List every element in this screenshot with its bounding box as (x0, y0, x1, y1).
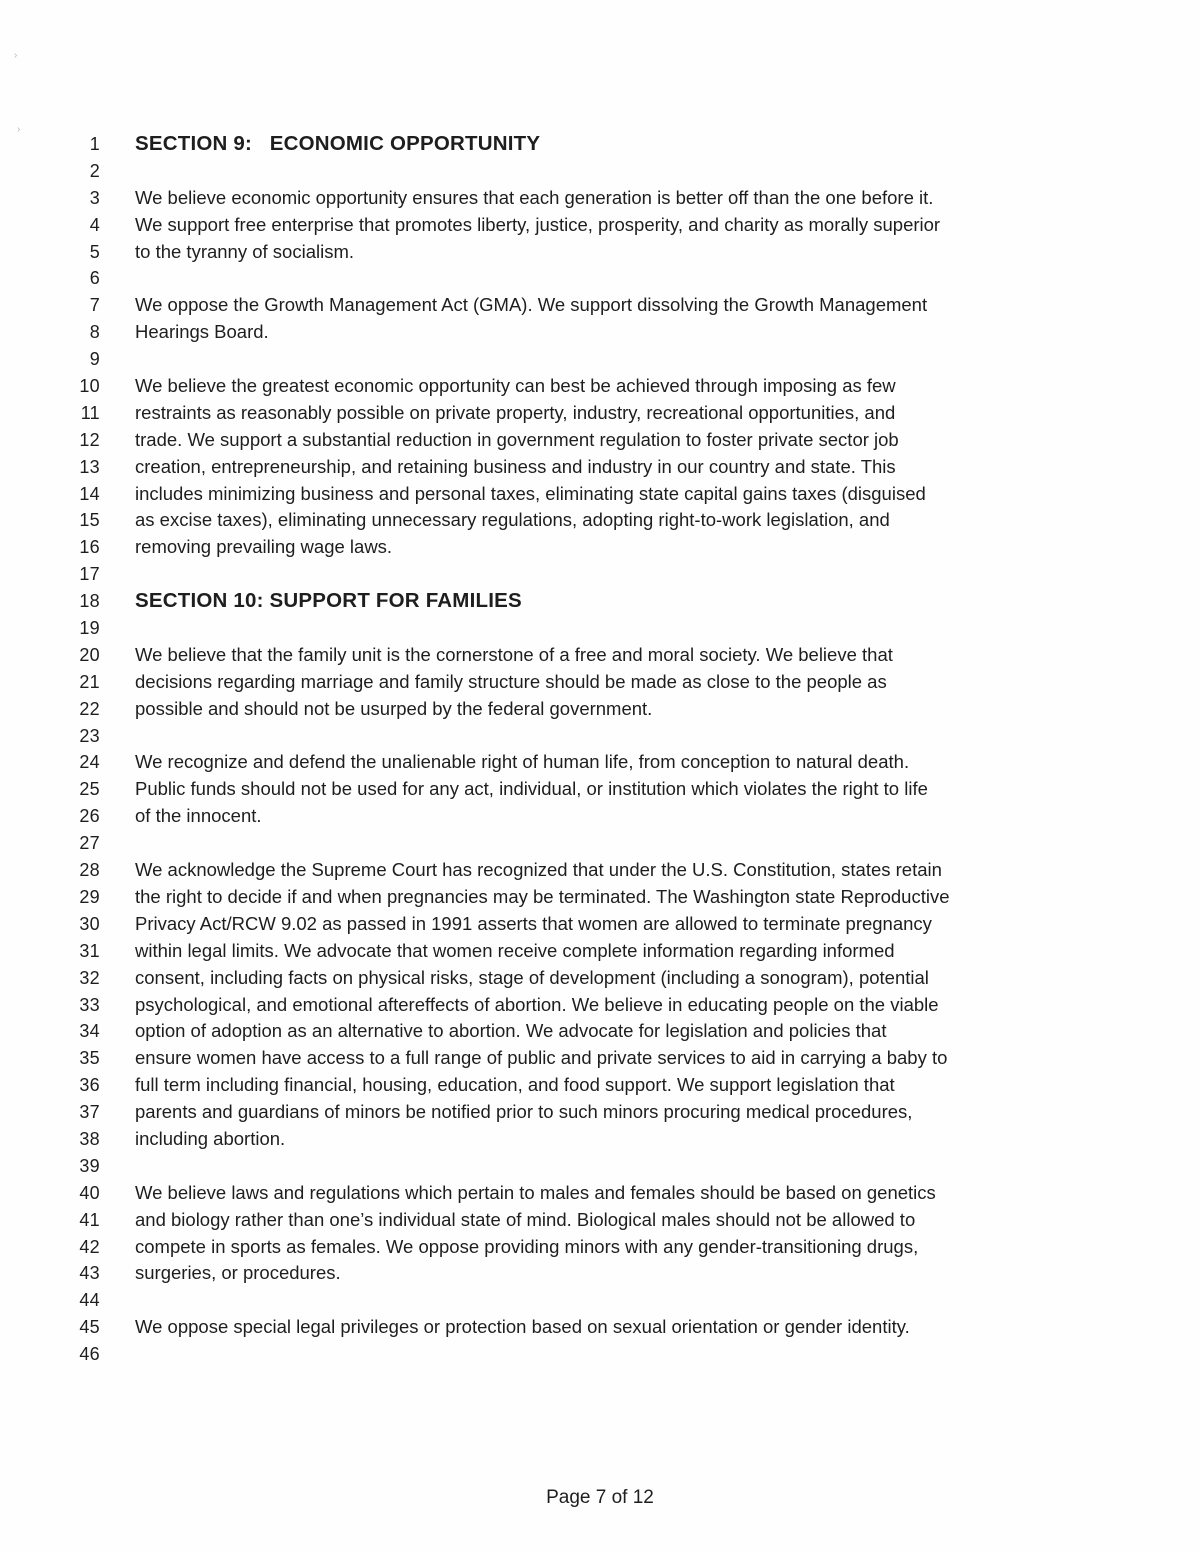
line-number: 35 (79, 1048, 100, 1069)
line-number: 36 (79, 1075, 100, 1096)
line-number: 14 (79, 483, 100, 504)
document-line (0, 1153, 949, 1180)
line-number: 13 (79, 456, 100, 477)
document-line (0, 185, 949, 212)
line-number: 5 (89, 241, 100, 262)
line-text: We oppose the Growth Management Act (GMA). We support dissolving the Growth Management (135, 294, 928, 316)
document-line (0, 669, 949, 696)
line-number: 29 (79, 886, 100, 907)
line-number: 37 (79, 1102, 100, 1123)
line-number: 21 (79, 671, 100, 692)
line-text: the right to decide if and when pregnancies may be terminated. The Washington state Reproductive (135, 885, 950, 907)
document-line (0, 884, 949, 911)
document-line (0, 992, 949, 1019)
line-text: option of adoption as an alternative to abortion. We advocate for legislation and policies that (135, 1020, 887, 1042)
line-text: restraints as reasonably possible on private property, industry, recreational opportunities, and (135, 401, 896, 423)
document-line (0, 346, 949, 373)
line-text: SECTION 9: ECONOMIC OPPORTUNITY (135, 132, 541, 155)
document-line (0, 212, 949, 239)
line-number: 39 (79, 1155, 100, 1176)
document-line (0, 1341, 949, 1368)
line-number: 32 (79, 967, 100, 988)
line-number: 41 (79, 1209, 100, 1230)
line-number: 11 (80, 402, 100, 423)
document-line (0, 427, 949, 454)
document-line (0, 454, 949, 481)
line-text: within legal limits. We advocate that women receive complete information regarding informed (135, 939, 895, 961)
line-number: 17 (79, 564, 100, 585)
document-line (0, 911, 949, 938)
line-number: 28 (79, 860, 100, 881)
line-number: 31 (79, 940, 100, 961)
line-number: 1 (89, 134, 100, 154)
line-number: 3 (89, 187, 100, 208)
line-number: 8 (89, 322, 100, 343)
line-text: Hearings Board. (135, 321, 269, 343)
document-line (0, 857, 949, 884)
line-number: 10 (79, 376, 100, 397)
line-text: creation, entrepreneurship, and retaining business and industry in our country and state. This (135, 455, 896, 477)
line-text: We believe that the family unit is the cornerstone of a free and moral society. We believe that (135, 643, 893, 665)
line-text: We support free enterprise that promotes liberty, justice, prosperity, and charity as morally superior (135, 213, 941, 235)
line-text: SECTION 10: SUPPORT FOR FAMILIES (135, 589, 522, 613)
line-number: 4 (89, 214, 100, 235)
line-text: to the tyranny of socialism. (135, 240, 355, 262)
document-body (0, 131, 949, 1368)
document-line (0, 561, 949, 588)
line-text: possible and should not be usurped by the federal government. (135, 697, 653, 719)
line-number: 40 (79, 1182, 100, 1203)
line-number: 12 (79, 429, 100, 450)
document-line (0, 1018, 949, 1045)
line-text: We oppose special legal privileges or protection based on sexual orientation or gender identity. (135, 1316, 910, 1338)
document-line (0, 239, 949, 266)
document-line (0, 696, 949, 723)
line-number: 30 (79, 913, 100, 934)
line-text: of the innocent. (135, 805, 262, 827)
document-line (0, 373, 949, 400)
document-line (0, 534, 949, 561)
line-text: trade. We support a substantial reduction in government regulation to foster private sector job (135, 428, 899, 450)
document-line (0, 1099, 949, 1126)
line-number: 15 (79, 510, 100, 531)
line-text: consent, including facts on physical risks, stage of development (including a sonogram), potential (135, 966, 929, 988)
line-text: Public funds should not be used for any act, individual, or institution which violates the right to life (135, 778, 928, 800)
line-text: We believe economic opportunity ensures that each generation is better off than the one before it. (135, 186, 934, 208)
document-line (0, 803, 949, 830)
line-number: 33 (79, 994, 100, 1015)
line-number: 46 (79, 1344, 100, 1365)
document-line (0, 1126, 949, 1153)
line-number: 27 (79, 833, 100, 854)
line-number: 44 (79, 1290, 100, 1311)
line-number: 26 (79, 806, 100, 827)
line-text: ensure women have access to a full range of public and private services to aid in carrying a baby to (135, 1047, 948, 1069)
line-text: compete in sports as females. We oppose providing minors with any gender-transitioning drugs, (135, 1235, 919, 1257)
document-line (0, 292, 949, 319)
document-line (0, 642, 949, 669)
document-line (0, 1314, 949, 1341)
document-line (0, 1180, 949, 1207)
line-number: 45 (79, 1317, 100, 1338)
line-text: psychological, and emotional aftereffects of abortion. We believe in educating people on the viable (135, 993, 939, 1015)
scan-artifact: › (17, 124, 21, 135)
document-line (0, 400, 949, 427)
line-text: Privacy Act/RCW 9.02 as passed in 1991 asserts that women are allowed to terminate pregnancy (135, 912, 932, 934)
line-number: 22 (79, 698, 100, 719)
document-line (0, 615, 949, 642)
line-number: 38 (79, 1128, 100, 1149)
section-heading-line (0, 588, 949, 615)
line-number: 23 (79, 725, 100, 746)
document-line (0, 1234, 949, 1261)
line-number: 25 (79, 779, 100, 800)
line-number: 42 (79, 1236, 100, 1257)
line-text: removing prevailing wage laws. (135, 536, 393, 558)
line-text: surgeries, or procedures. (135, 1262, 341, 1284)
line-text: and biology rather than one’s individual state of mind. Biological males should not be allowed to (135, 1208, 916, 1230)
line-text: includes minimizing business and personal taxes, eliminating state capital gains taxes (disguised (135, 482, 926, 504)
document-line (0, 723, 949, 750)
document-line (0, 830, 949, 857)
line-text: parents and guardians of minors be notified prior to such minors procuring medical procedures, (135, 1101, 913, 1123)
line-text: We recognize and defend the unalienable right of human life, from conception to natural death. (135, 751, 910, 773)
line-text: We believe laws and regulations which pertain to males and females should be based on genetics (135, 1181, 936, 1203)
document-line (0, 965, 949, 992)
line-number: 2 (89, 160, 100, 181)
section-heading-line (0, 131, 949, 158)
line-text: including abortion. (135, 1127, 286, 1149)
line-text: full term including financial, housing, education, and food support. We support legislation that (135, 1074, 895, 1096)
scan-artifact: › (14, 50, 18, 61)
line-number: 19 (79, 618, 100, 639)
line-text: We acknowledge the Supreme Court has recognized that under the U.S. Constitution, states retain (135, 859, 942, 881)
line-text: We believe the greatest economic opportunity can best be achieved through imposing as few (135, 375, 896, 397)
line-number: 6 (89, 268, 100, 289)
line-number: 43 (79, 1263, 100, 1284)
page-footer: Page 7 of 12 (546, 1487, 654, 1508)
line-number: 24 (79, 752, 100, 773)
document-line (0, 749, 949, 776)
line-text: decisions regarding marriage and family structure should be made as close to the people as (135, 670, 887, 692)
document-line (0, 938, 949, 965)
line-number: 9 (89, 349, 100, 370)
document-line (0, 1287, 949, 1314)
document-line (0, 481, 949, 508)
document-line (0, 1072, 949, 1099)
line-number: 18 (79, 591, 100, 612)
document-line (0, 1260, 949, 1287)
document-line (0, 158, 949, 185)
document-line (0, 319, 949, 346)
document-line (0, 1045, 949, 1072)
document-line (0, 507, 949, 534)
line-number: 34 (79, 1021, 100, 1042)
document-line (0, 1207, 949, 1234)
line-text: as excise taxes), eliminating unnecessary regulations, adopting right-to-work legislation, and (135, 509, 890, 531)
line-number: 16 (79, 537, 100, 558)
line-number: 7 (89, 295, 100, 316)
document-line (0, 265, 949, 292)
line-number: 20 (79, 644, 100, 665)
document-line (0, 776, 949, 803)
